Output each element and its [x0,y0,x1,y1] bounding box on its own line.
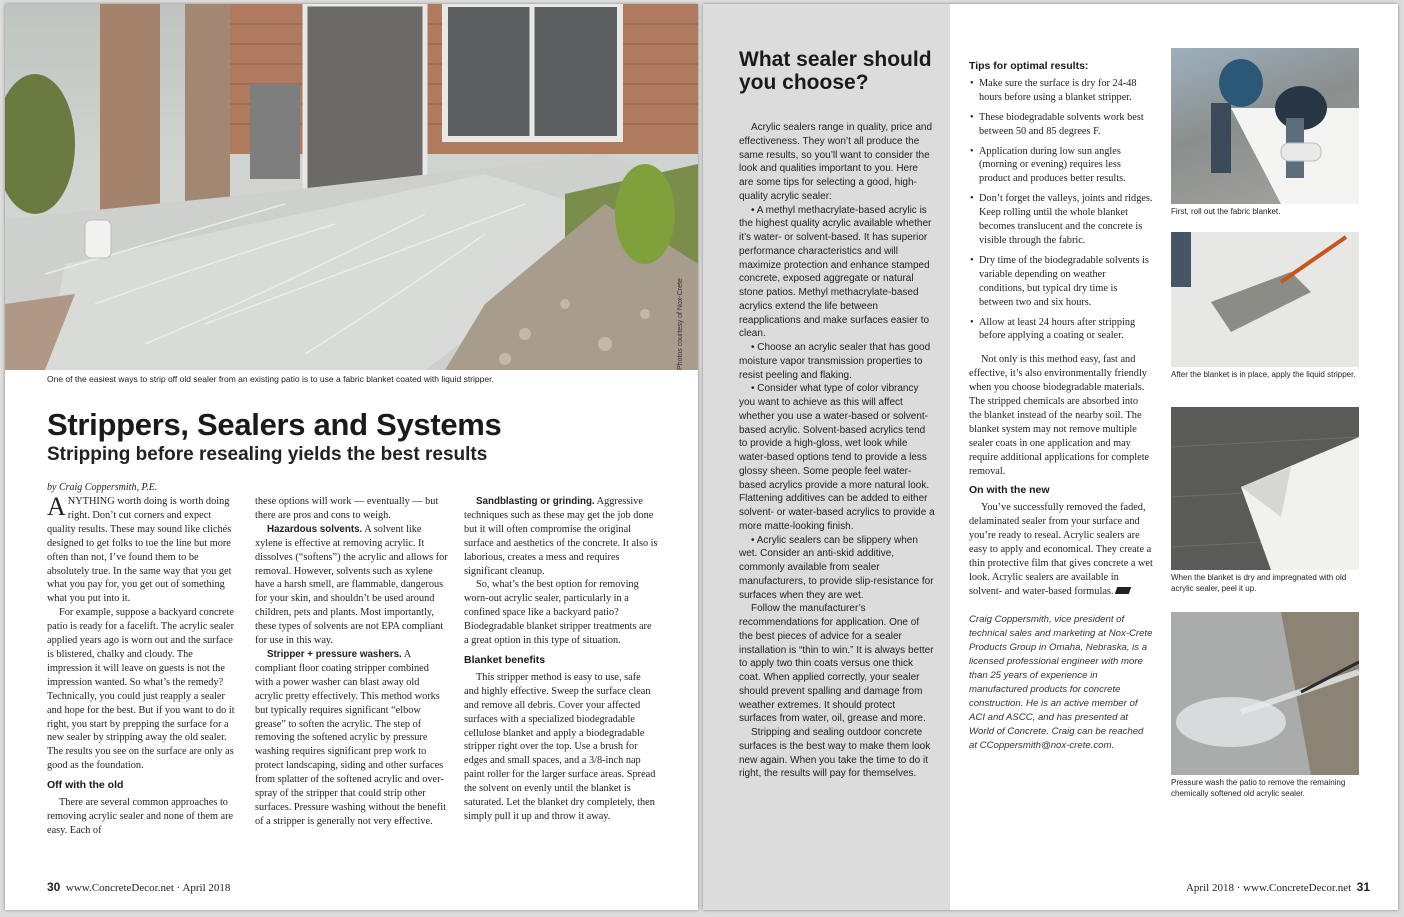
photo-caption-3: When the blanket is dry and impregnated with old acrylic sealer, peel it up. [1171,573,1347,593]
article-title: Strippers, Sealers and Systems [47,407,502,442]
sidebar-bullet-1: • A methyl methacrylate-based acrylic is the highest quality acrylic available whether it’s water- or solvent-based. It has superior performance characteristics and will maximize protection and enhance stamped concrete, exposed aggregate or natural stone patios. Methyl methacrylate-based acrylics extend the life between reapplications and make surfaces easier to clean. [739,204,932,340]
dropcap: A [47,492,66,521]
tips-list [969,77,1153,343]
left-page [5,4,698,910]
left-footer-text: www.ConcreteDecor.net · April 2018 [65,882,231,894]
sidebar-body [739,121,935,781]
tips-heading: Tips for optimal results: [969,60,1089,72]
col3-paragraph-3: This stripper method is easy to use, safe and highly effective. Sweep the surface clean and remove all debris. Cover your affected surfaces with a specialized biodegradable cellulose blanket and apply a biodegradable stripper right over the top. Use a brush for edges and small spaces, and a 3/8-inch nap paint roller for the larger surface areas. Spread the solvent on evenly until the blanket is saturated. Let the blanket dry completely, then simply pull it up and throw it away. [464,671,656,822]
end-mark-icon [1115,587,1132,594]
article-column-4 [969,60,1153,753]
col1-paragraph-2: For example, suppose a backyard concrete patio is ready for a facelift. The acrylic sealer applied years ago is worn out and the surface is blistered, chalky and cloudy. The impression it will leave on guests is not the impression wanted. So what’s the remedy? Technically, you could just reapply a sealer and hope for the best. But if you want to do it right, you start by prepping the surface for a new sealer by stripping away the old sealer. The results you see on the surface are only as good as the foundation. [47,607,235,772]
col3-paragraph-1: Aggressive techniques such as these may get the job done but it will often compromise the original surface and aesthetics of the concrete. It also is laborious, creates a mess and requires significant cleanup. [464,496,658,577]
photo-pressure-wash [1171,612,1359,775]
article-column-2 [255,495,449,829]
sidebar-paragraph-3: Stripping and sealing outdoor concrete surfaces is the best way to make them look new again. When you take the time to do it right, the results will pay for themselves. [739,727,931,780]
tip-item: • These biodegradable solvents work best between 50 and 85 degrees F. [979,111,1153,139]
photo-caption-4: Pressure wash the patio to remove the remaining chemically softened old acrylic sealer. [1171,778,1346,798]
article-column-1 [47,492,240,838]
col2-paragraph-3: A compliant floor coating stripper combined with a power washer can blast away old acrylic pretty effectively. This method works but typically requires significant “elbow grease” to soften the acrylic. The step of removing the softened acrylic by pressure washing requires significant prep work to protect landscaping, siding and other surfaces from splatter of the softened acrylic and over-spray of the stripper that could strip other surfaces. Pressure washing without the benefit of a stripper is generally not very effective. [255,648,447,827]
photo-peel-blanket [1171,407,1359,570]
tip-item: • Don’t forget the valleys, joints and ridges. Keep rolling until the whole blanket becomes translucent and the concrete is visible through the fabric. [979,192,1153,248]
photo-caption-1: First, roll out the fabric blanket. [1171,207,1281,216]
col2-paragraph-2: A solvent like xylene is effective at removing acrylic. It dissolves (“softens”) the acrylic and allows for removal. However, solvents such as xylene have a harsh smell, are flammable, dangerous for your skin, and shouldn’t be used around children, pets and plants. Most importantly, these types of solvents are not EPA compliant for use in this way. [255,523,448,647]
tip-item: • Allow at least 24 hours after stripping before applying a coating or sealer. [979,316,1153,344]
photo-credit: Photos courtesy of Nox-Crete [677,278,684,370]
col4-paragraph-2: You’ve successfully removed the faded, delaminated sealer from your surface and you’re ready to reseal. Acrylic sealers are easy to apply and economical. They create a thin protective film that gives concrete a wet look. Acrylic sealers are available in solvent- and water-based formulas. [969,502,1153,597]
col4-paragraph-1: Not only is this method easy, fast and effective, it’s also environmentally friendly when you choose biodegradable materials. The stripped chemicals are absorbed into the blanket instead of the nearby soil. The blanket system may not remove multiple sealer coats in one application and may require additional applications for complete removal. [969,354,1150,477]
heading-off-with-the-old: Off with the old [47,779,124,792]
byline: by Craig Coppersmith, P.E. [47,482,158,493]
col3-paragraph-2: So, what’s the best option for removing worn-out acrylic sealer, particularly in a confined space like a backyard patio? Biodegradable blanket stripper treatments are a great option in this type of situation. [464,579,652,647]
sidebar-paragraph-1: Acrylic sealers range in quality, price and effectiveness. They won’t all produce the same results, so you’ll want to consider the look and qualities important to you. Here are some tips for selecting a good, high-quality acrylic sealer: [739,122,933,202]
left-footer [47,880,230,894]
sidebar-bullet-2: • Choose an acrylic sealer that has good moisture vapor transmission properties to resist peeling and flaking. [739,342,931,381]
photo-apply-stripper-illustration [1171,232,1359,367]
sidebar-paragraph-2: Follow the manufacturer’s recommendations for application. One of the best pieces of advice for a sealer installation is “thin to win.” It is always better to apply two thin coats versus one thick coat. When applied correctly, your sealer should prevent spalling and damage from weather extremes. It should protect surfaces from water, oil, grease and more. [739,603,934,725]
sidebar-title: What sealer should you choose? [739,48,932,94]
photo-roll-blanket [1171,48,1359,204]
photo-roll-blanket-illustration [1171,48,1359,204]
sidebar-bullet-4: • Acrylic sealers can be slippery when wet. Consider an anti-skid additive, commonly available from sealer manufacturers, to provide slip-resistance for surfaces when they are wet. [739,534,934,601]
article-column-3 [464,495,658,824]
col2-paragraph-1: these options will work — eventually — but there are pros and cons to weigh. [255,496,439,521]
right-page [703,4,1398,910]
col1-paragraph-3: There are several common approaches to removing acrylic sealer and none of them are easy. Each of [47,797,234,836]
tip-item: • Application during low sun angles (morning or evening) requires less product and produces better results. [979,145,1153,187]
runin-hazardous-solvents: Hazardous solvents. [267,523,363,535]
hero-caption: One of the easiest ways to strip off old sealer from an existing patio is to use a fabric blanket coated with liquid stripper. [47,374,494,384]
photo-peel-blanket-illustration [1171,407,1359,570]
patio-illustration [5,4,698,370]
tip-item: • Make sure the surface is dry for 24-48 hours before using a blanket stripper. [979,77,1153,105]
heading-blanket-benefits: Blanket benefits [464,653,546,666]
col1-paragraph-1: NYTHING worth doing is worth doing right. Don’t cut corners and expect quality results. These may sound like clichés designed to get folks to toe the line but more often than not, I’ve found them to be absolutely true. In the same way that you get what you pay for, you get out of something what you put into it. [47,496,232,605]
runin-stripper-pressure-washers: Stripper + pressure washers. [267,648,402,660]
tip-item: • Dry time of the biodegradable solvents is variable depending on weather conditions, but typical dry time is between two and six hours. [979,254,1153,310]
right-footer [1186,880,1370,894]
runin-sandblasting: Sandblasting or grinding. [476,496,595,507]
right-footer-text: April 2018 · www.ConcreteDecor.net [1185,882,1352,894]
photo-pressure-wash-illustration [1171,612,1359,775]
page-number-right: 31 [1356,880,1370,894]
hero-photo-patio [5,4,698,370]
photo-caption-2: After the blanket is in place, apply the liquid stripper. [1171,370,1356,379]
article-subtitle: Stripping before resealing yields the best results [47,444,488,465]
page-number-left: 30 [47,880,61,894]
sidebar-bullet-3: • Consider what type of color vibrancy you want to achieve as this will affect whether you use a water-based or solvent-based acrylic. Solvent-based acrylics tend to provide a high-gloss, wet look while water-based options tend to provide a less glossy sheen. Some people feel water-based acrylics provide a more natural look. Flattening additives can be added to either solvent- or water-based acrylics to provide a more matte-looking finish. [739,383,935,532]
author-bio: Craig Coppersmith, vice president of technical sales and marketing at Nox-Crete Products Group in Omaha, Nebraska, is a licensed professional engineer with more than 25 years of experience in manufactured products for concrete construction. He is an active member of ACI and ASCC, and has presented at World of Concrete. Craig can be reached at CCoppersmith@nox-crete.com. [969,613,1153,751]
photo-apply-stripper [1171,232,1359,367]
heading-on-with-the-new: On with the new [969,484,1050,497]
